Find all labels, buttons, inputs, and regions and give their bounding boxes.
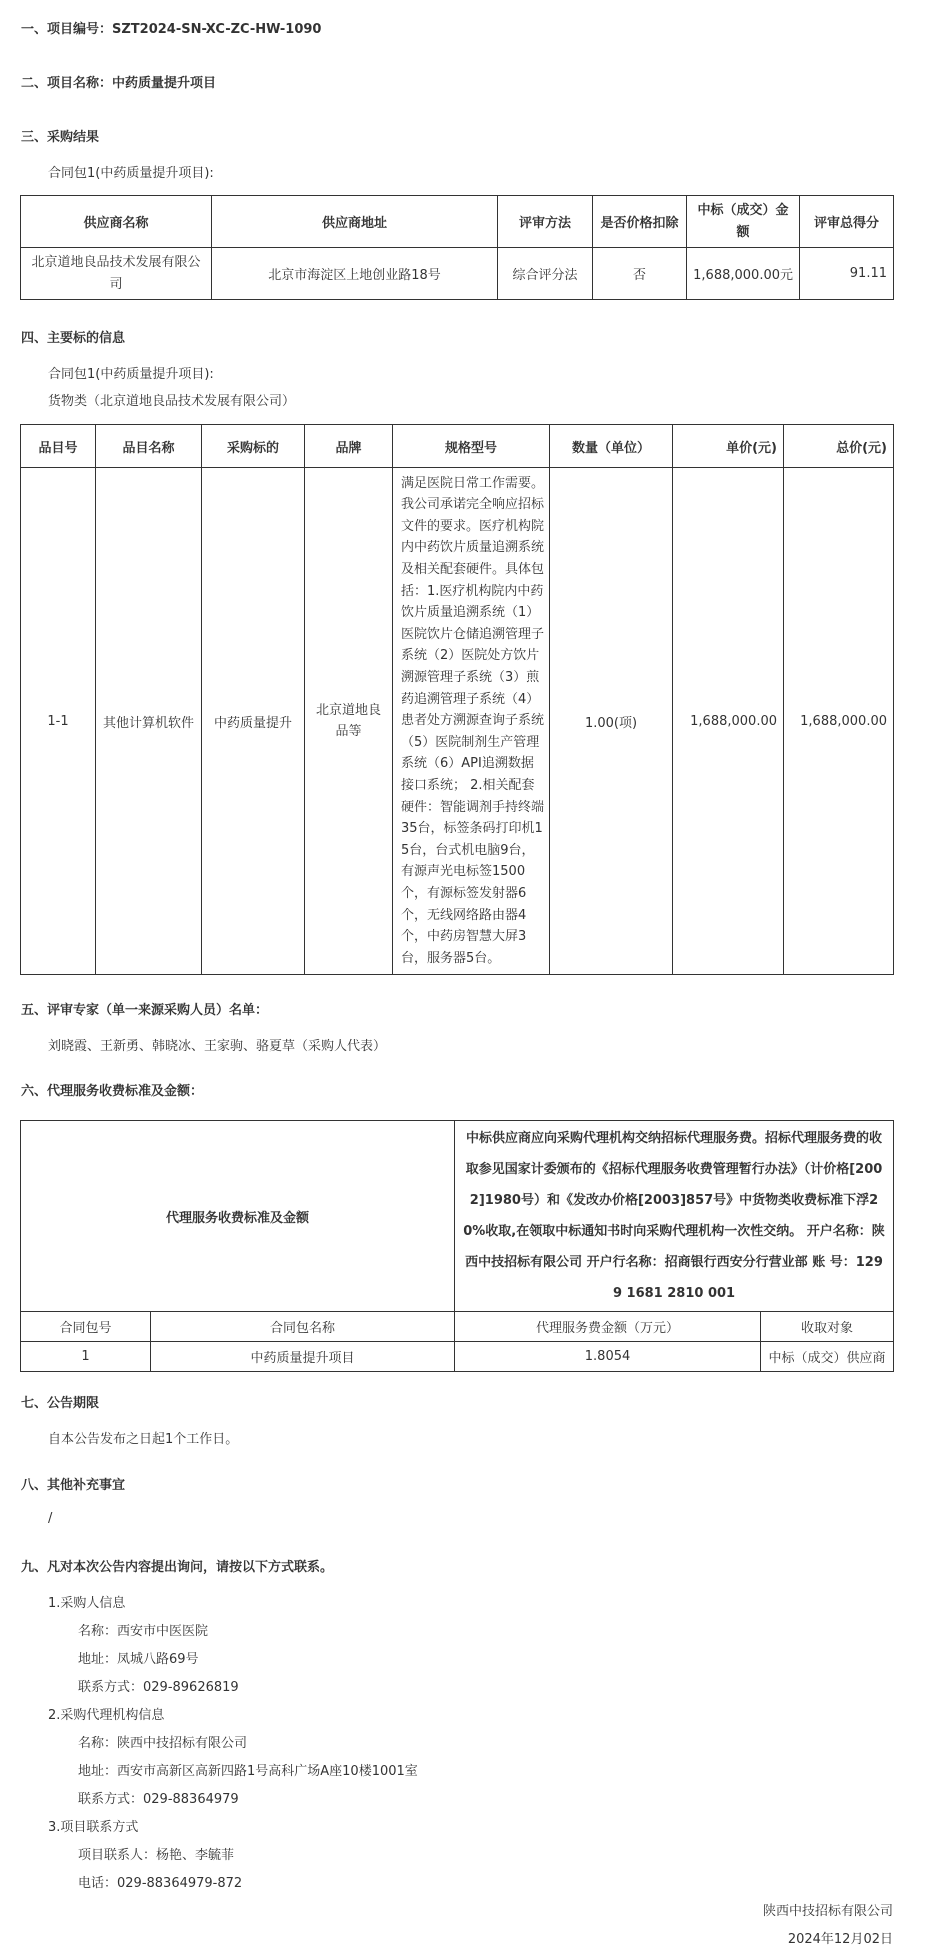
- period-text: 自本公告发布之日起1个工作日。: [48, 1432, 239, 1447]
- supplier-address-cell: 北京市海淀区上地创业路18号: [212, 248, 498, 300]
- project-contact-phone: 电话：029-88364979-872: [78, 1876, 243, 1891]
- table-row: [21, 468, 894, 975]
- table-row: [21, 248, 894, 300]
- col-price-deduction: 是否价格扣除: [593, 196, 687, 248]
- items-package-label: 合同包1(中药质量提升项目):: [48, 367, 214, 382]
- project-contact-title: 3.项目联系方式: [48, 1820, 139, 1835]
- review-method-cell: 综合评分法: [498, 248, 593, 300]
- section-experts-heading: 五、评审专家（单一来源采购人员）名单：: [21, 1003, 269, 1018]
- section-period-heading: 七、公告期限: [21, 1396, 100, 1411]
- col-charge-target: 收取对象: [761, 1312, 894, 1342]
- col-fee-amount: 代理服务费金额（万元）: [455, 1312, 761, 1342]
- col-total-price: 总价(元): [784, 425, 894, 468]
- total-price-cell: 1,688,000.00: [784, 468, 894, 975]
- other-text: /: [48, 1511, 53, 1526]
- section-other-heading: 八、其他补充事宜: [21, 1478, 126, 1493]
- table-row: [21, 1342, 894, 1372]
- col-award-amount: 中标（成交）金额: [687, 196, 800, 248]
- fee-standard-label: 代理服务收费标准及金额: [21, 1121, 455, 1312]
- col-brand: 品牌: [305, 425, 393, 468]
- col-item-name: 品目名称: [96, 425, 202, 468]
- experts-list: 刘晓霞、王新勇、韩晓冰、王家驹、骆夏草（采购人代表）: [48, 1039, 387, 1054]
- brand-cell: 北京道地良品等: [305, 468, 393, 975]
- items-table: [20, 424, 894, 975]
- buyer-info-title: 1.采购人信息: [48, 1596, 126, 1611]
- result-package-label: 合同包1(中药质量提升项目):: [48, 166, 214, 181]
- items-category-label: 货物类（北京道地良品技术发展有限公司）: [48, 394, 296, 409]
- result-table: [20, 195, 894, 300]
- fee-standard-text: 中标供应商应向采购代理机构交纳招标代理服务费。招标代理服务费的收取参见国家计委颁布的《招标代理服务收费管理暂行办法》（计价格[2002]1980号）和《发改办价格[2003]857号》中货物类收费标准下浮20%收取,在领取中标通知书时向采购代理机构一次性交纳。 开户名称：陕西中技招标有限公司 开户行名称：招商银行西安分行营业部 账 号：1299 1681 2810 001: [455, 1121, 894, 1312]
- section-contact-heading: 九、凡对本次公告内容提出询问，请按以下方式联系。: [21, 1560, 334, 1575]
- buyer-phone: 联系方式：029-89626819: [78, 1680, 239, 1695]
- agent-address: 地址：西安市高新区高新四路1号高科广场A座10楼1001室: [78, 1764, 418, 1779]
- col-review-method: 评审方法: [498, 196, 593, 248]
- result-header-row: [21, 196, 894, 248]
- buyer-address: 地址：凤城八路69号: [78, 1652, 199, 1667]
- col-package-no: 合同包号: [21, 1312, 151, 1342]
- unit-price-cell: 1,688,000.00: [673, 468, 784, 975]
- agent-phone: 联系方式：029-88364979: [78, 1792, 239, 1807]
- item-name-cell: 其他计算机软件: [96, 468, 202, 975]
- section-project-number: 一、项目编号：SZT2024-SN-XC-ZC-HW-1090: [21, 22, 322, 37]
- col-spec: 规格型号: [393, 425, 550, 468]
- agent-name: 名称：陕西中技招标有限公司: [78, 1736, 248, 1751]
- spec-cell: 满足医院日常工作需要。我公司承诺完全响应招标文件的要求。医疗机构院内中药饮片质量追溯系统及相关配套硬件。具体包括：1.医疗机构院内中药饮片质量追溯系统（1）医院饮片仓储追溯管理子系统（2）医院处方饮片溯源管理子系统（3）煎药追溯管理子系统（4）患者处方溯源查询子系统（5）医院制剂生产管理系统（6）API追溯数据接口系统； 2.相关配套硬件：智能调剂手持终端35台，标签条码打印机15台，台式机电脑9台，有源声光电标签1500个，有源标签发射器6个，无线网络路由器4个，中药房智慧大屏3台，服务器5台。: [393, 468, 550, 975]
- total-score-cell: 91.11: [800, 248, 894, 300]
- col-quantity: 数量（单位）: [550, 425, 673, 468]
- col-total-score: 评审总得分: [800, 196, 894, 248]
- col-unit-price: 单价(元): [673, 425, 784, 468]
- col-supplier-name: 供应商名称: [21, 196, 212, 248]
- section-result-heading: 三、采购结果: [21, 130, 100, 145]
- col-item-no: 品目号: [21, 425, 96, 468]
- col-supplier-address: 供应商地址: [212, 196, 498, 248]
- award-amount-cell: 1,688,000.00元: [687, 248, 800, 300]
- package-no-cell: 1: [21, 1342, 151, 1372]
- fee-table: [20, 1120, 894, 1372]
- footer-org: 陕西中技招标有限公司: [762, 1904, 893, 1919]
- fee-standard-row: [21, 1121, 894, 1312]
- section-project-name: 二、项目名称：中药质量提升项目: [21, 76, 217, 91]
- quantity-cell: 1.00(项): [550, 468, 673, 975]
- supplier-name-cell: 北京道地良品技术发展有限公司: [21, 248, 212, 300]
- footer-date: 2024年12月02日: [787, 1932, 893, 1947]
- agent-info-title: 2.采购代理机构信息: [48, 1708, 165, 1723]
- charge-target-cell: 中标（成交）供应商: [761, 1342, 894, 1372]
- items-header-row: [21, 425, 894, 468]
- fee-header-row: [21, 1312, 894, 1342]
- subject-cell: 中药质量提升: [202, 468, 305, 975]
- fee-amount-cell: 1.8054: [455, 1342, 761, 1372]
- section-fee-heading: 六、代理服务收费标准及金额：: [21, 1084, 204, 1099]
- section-items-heading: 四、主要标的信息: [21, 331, 126, 346]
- price-deduction-cell: 否: [593, 248, 687, 300]
- buyer-name: 名称：西安市中医医院: [78, 1624, 209, 1639]
- col-subject: 采购标的: [202, 425, 305, 468]
- col-package-name: 合同包名称: [151, 1312, 455, 1342]
- project-contact-person: 项目联系人：杨艳、李毓菲: [78, 1848, 235, 1863]
- item-no-cell: 1-1: [21, 468, 96, 975]
- package-name-cell: 中药质量提升项目: [151, 1342, 455, 1372]
